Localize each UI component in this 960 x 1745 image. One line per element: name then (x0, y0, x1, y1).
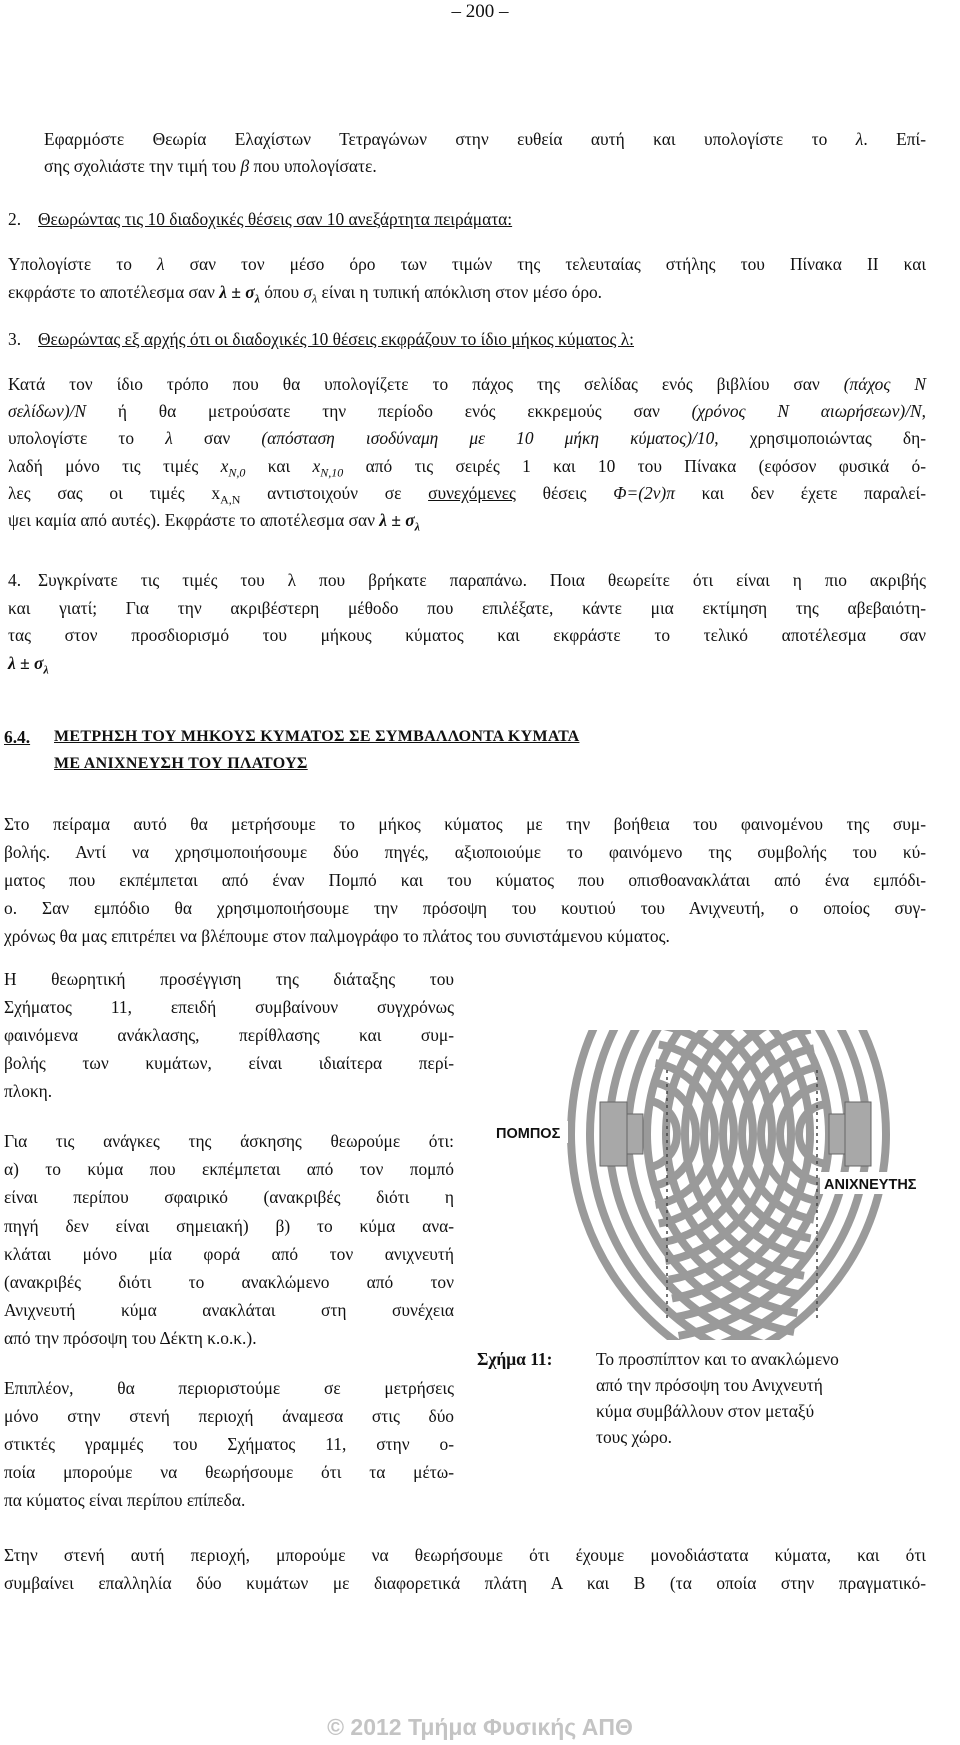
item-text: όπου (259, 282, 304, 302)
paragraph-line: ο. Σαν εμπόδιο θα χρησιμοποιήσουμε την πρόσοψη του κουτιού του Ανιχνευτή, ο οποίος συγ- (4, 898, 926, 918)
item-text: είναι η τυπική απόκλιση στον μέσο όρο. (317, 282, 603, 302)
item-3-number: 3. (8, 329, 22, 349)
detector-label: ΑΝΙΧΝΕΥΤΗΣ (824, 1177, 917, 1193)
formula-subscript: λ (414, 519, 420, 534)
item-text: και (245, 456, 313, 476)
item-3-line-6 (8, 510, 420, 536)
intro-line-1 (44, 129, 926, 149)
x-subscript: N,0 (228, 465, 246, 480)
item-text: εκφράστε το αποτέλεσμα σαν (8, 282, 220, 302)
left-line: κλάται μόνο μία φορά από τον ανιχνευτή (4, 1244, 454, 1264)
bottom-paragraph-line: συμβαίνει επαλληλία δύο κυμάτων με διαφορετικά πλάτη Α και Β (τα οποία στην πραγματικό- (4, 1573, 926, 1593)
item-3-line-2 (8, 401, 926, 421)
bottom-paragraph-line: Στην στενή αυτή περιοχή, μπορούμε να θεωρήσουμε ότι έχουμε μονοδιάστατα κύματα, και ότι (4, 1545, 926, 1565)
paragraph-line: Στο πείραμα αυτό θα μετρήσουμε το μήκος κύματος με την βοήθεια του φαινομένου της συμ- (4, 814, 926, 834)
item-2-line-2 (8, 282, 602, 308)
x-variable: x (312, 456, 321, 476)
left-line: α) το κύμα που εκπέμπεται από τον πομπό (4, 1159, 454, 1179)
beta-symbol: β (240, 156, 250, 176)
item-text: λες σας οι τιμές x (8, 483, 221, 503)
left-line: Για τις ανάγκες της άσκησης θεωρούμε ότι: (4, 1131, 454, 1151)
left-line: Η θεωρητική προσέγγιση της διάταξης του (4, 969, 454, 989)
item-text: λαδή μόνο τις τιμές (8, 456, 221, 476)
item-text: , χρησιμοποιώντας δη- (714, 428, 926, 448)
item-italic: (πάχος N (843, 374, 927, 394)
interference-figure (470, 1030, 940, 1340)
item-4-line-2: και γιατί; Για την ακριβέστερη μέθοδο που επιλέξατε, κάντε μια εκτίμηση της αβεβαιότη- (8, 598, 926, 618)
figure-caption-line: Το προσπίπτον και το ανακλώμενο (596, 1349, 839, 1369)
x-subscript: A,N (220, 492, 241, 507)
item-2-number: 2. (8, 209, 22, 229)
item-text: Υπολογίστε το (8, 254, 158, 274)
emitter-head (627, 1114, 643, 1154)
item-text: ψει καμία από αυτές). Εκφράστε το αποτέλεσμα σαν (8, 510, 380, 530)
left-line: από την πρόσοψη του Δέκτη κ.ο.κ.). (4, 1328, 257, 1348)
item-text: θέσεις (515, 483, 614, 503)
lambda-symbol: λ (855, 129, 864, 149)
item-text: και δεν έχετε παραλεί- (674, 483, 926, 503)
item-italic: (χρόνος N αιωρήσεων)/N (691, 401, 922, 421)
left-line: ποία μπορούμε να θεωρήσουμε ότι τα μέτω- (4, 1462, 454, 1482)
section-title-line-1: ΜΕΤΡΗΣΗ ΤΟΥ ΜΗΚΟΥΣ ΚΥΜΑΤΟΣ ΣΕ ΣΥΜΒΑΛΛΟΝΤΑ ΚΥΜΑΤΑ (54, 728, 580, 745)
item-3-line-4 (8, 456, 926, 482)
item-4-line-3: τας στον προσδιορισμό του μήκους κύματος και εκφράστε το τελικό αποτέλεσμα σαν (8, 625, 926, 645)
emitter-body (600, 1102, 627, 1166)
item-text: υπολογίστε το (8, 428, 166, 448)
item-underlined: συνεχόμενες (428, 483, 516, 503)
section-title-line-2: ΜΕ ΑΝΙΧΝΕΥΣΗ ΤΟΥ ΠΛΑΤΟΥΣ (54, 755, 308, 772)
item-text: Κατά τον ίδιο τρόπο που θα υπολογίζετε το πάχος της σελίδας ενός βιβλίου σαν (8, 374, 844, 394)
x-variable: x (220, 456, 229, 476)
left-line: μόνο στην στενή περιοχή άναμεσα στις δύο (4, 1406, 454, 1426)
left-line: Σχήματος 11, επειδή συμβαίνουν συγχρόνως (4, 997, 454, 1017)
emitter-label: ΠΟΜΠΟΣ (496, 1126, 561, 1142)
left-line: πα κύματος είναι περίπου επίπεδα. (4, 1490, 246, 1510)
intro-text: σης σχολιάστε την τιμή του (44, 156, 241, 176)
x-subscript: N,10 (320, 465, 344, 480)
lambda-symbol: λ (165, 428, 173, 448)
formula: λ ± σ (379, 510, 415, 530)
item-4-number: 4. (8, 570, 22, 590)
item-3-line-1 (8, 374, 926, 394)
detector-body (845, 1102, 871, 1166)
left-line: είναι περίπου σφαιρικό (ανακριβές διότι η (4, 1187, 454, 1207)
intro-text: Εφαρμόστε Θεωρία Ελαχίστων Τετραγώνων στην ευθεία αυτή και υπολογίστε το (44, 129, 856, 149)
paragraph-line: ματος που εκπέμπεται από έναν Πομπό και του κύματος που οπισθοανακλάται από ένα εμπόδι- (4, 870, 926, 890)
figure-caption-line: από την πρόσοψη του Ανιχνευτή (596, 1375, 823, 1395)
detector-head (829, 1114, 845, 1154)
sigma-symbol: σ (303, 282, 312, 302)
item-italic: σελίδων)/N (8, 401, 87, 421)
formula-subscript: λ (254, 291, 260, 306)
item-text: από τις σειρές 1 και 10 του Πίνακα (εφόσον φυσικά ό- (343, 456, 926, 476)
item-3-heading: Θεωρώντας εξ αρχής ότι οι διαδοχικές 10 θέσεις εκφράζουν το ίδιο μήκος κύματος λ: (38, 329, 634, 349)
page-number: – 200 – (451, 1, 509, 22)
left-line: Ανιχνευτή κύμα ανακλάται στη συνέχεια (4, 1300, 454, 1320)
sigma-subscript: λ (312, 291, 318, 306)
left-line: (ανακριβές διότι το ανακλώμενο από τον (4, 1272, 454, 1292)
item-3-line-5 (8, 483, 926, 509)
item-italic: (απόσταση ισοδύναμη με 10 μήκη κύματος)/10 (261, 428, 715, 448)
section-number: 6.4. (4, 727, 31, 747)
left-line: φαινόμενα ανάκλασης, περίθλασης και συμ- (4, 1025, 454, 1045)
formula-subscript: λ (43, 662, 49, 677)
item-2-heading: Θεωρώντας τις 10 διαδοχικές θέσεις σαν 10 ανεξάρτητα πειράματα: (38, 209, 513, 229)
left-line: βολής των κυμάτων, είναι ιδιαίτερα περί- (4, 1053, 454, 1073)
item-text: , (921, 401, 927, 421)
item-3-line-3 (8, 428, 926, 448)
formula: λ ± σ (8, 653, 44, 673)
phase-formula: Φ=(2ν)π (613, 483, 675, 503)
figure-caption-label: Σχήμα 11: (477, 1349, 553, 1369)
copyright-footer: © 2012 Τμήμα Φυσικής ΑΠΘ (327, 1714, 633, 1740)
item-text: σαν (172, 428, 262, 448)
item-2-line-1 (8, 254, 926, 274)
left-line: πηγή δεν είναι σημειακή) β) το κύμα ανα- (4, 1216, 454, 1236)
intro-line-2 (44, 156, 377, 176)
paragraph-line: χρόνως θα μας επιτρέπει να βλέπουμε στον παλμογράφο το πλάτος του συνιστάμενου κύματος. (4, 926, 670, 946)
intro-text: . Επί- (863, 129, 926, 149)
figure-caption-line: κύμα συμβάλλουν στον μεταξύ (596, 1401, 815, 1421)
paragraph-line: βολής. Αντί να χρησιμοποιήσουμε δύο πηγές, αξιοποιούμε το φαινόμενο της συμβολής του κύ- (4, 842, 926, 862)
item-4-line-1: Συγκρίνατε τις τιμές του λ που βρήκατε παραπάνω. Ποια θεωρείτε ότι είναι η πιο ακριβής (38, 570, 926, 590)
intro-text: που υπολογίσατε. (249, 156, 377, 176)
left-line: στικτές γραμμές του Σχήματος 11, στην ο- (4, 1434, 454, 1454)
item-4-line-4 (8, 653, 49, 679)
item-text: ή θα μετρούσατε την περίοδο ενός εκκρεμούς σαν (86, 401, 692, 421)
left-line: Επιπλέον, θα περιοριστούμε σε μετρήσεις (4, 1378, 454, 1398)
item-text: σαν τον μέσο όρο των τιμών της τελευταίας στήλης του Πίνακα ΙΙ και (164, 254, 926, 274)
formula: λ ± σ (219, 282, 255, 302)
figure-caption-line: τους χώρο. (596, 1427, 673, 1447)
left-line: πλοκη. (4, 1081, 53, 1101)
item-text: αντιστοιχούν σε (240, 483, 429, 503)
lambda-symbol: λ (157, 254, 165, 274)
